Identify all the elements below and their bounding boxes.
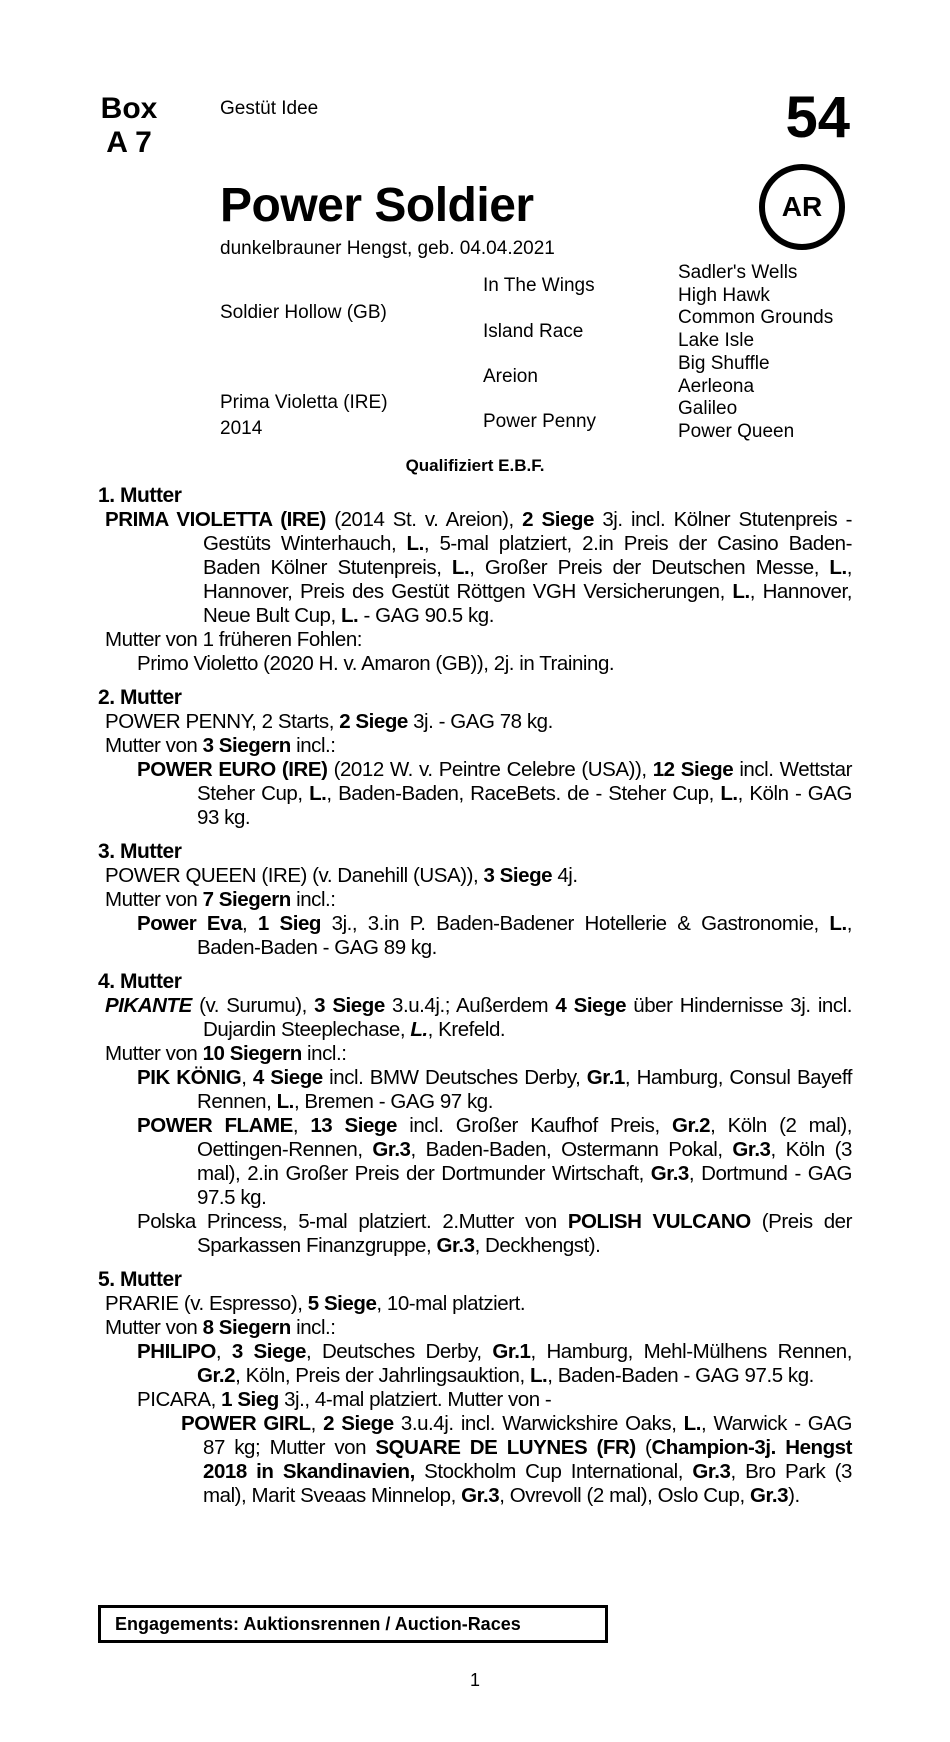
record-text: , 10-mal platziert. bbox=[376, 1292, 526, 1315]
record-text: incl.: bbox=[290, 1316, 336, 1339]
produce-record bbox=[98, 1210, 852, 1258]
record-text: , bbox=[310, 1412, 324, 1435]
record-text: , bbox=[242, 912, 258, 935]
record-text: Mutter von bbox=[105, 734, 203, 757]
record-text: (2012 W. v. Peintre Celebre (USA)), bbox=[327, 758, 653, 781]
emphasis-text: 5 Siege bbox=[307, 1292, 377, 1315]
emphasis-text: L. bbox=[406, 532, 424, 555]
produce-record bbox=[98, 994, 852, 1042]
emphasis-text: L. bbox=[529, 1364, 548, 1387]
record-text: 3j. - GAG 78 kg. bbox=[407, 710, 553, 733]
emphasis-text: Gr.3 bbox=[692, 1460, 731, 1483]
box-label: Box bbox=[100, 92, 158, 125]
emphasis-text: L. bbox=[829, 912, 847, 935]
record-text: , 5-mal platziert, 2.in Preis der Casino Baden-Baden Kölner Stutenpreis, bbox=[203, 532, 852, 579]
record-text: , Hamburg, Mehl-Mülhens Rennen, bbox=[530, 1340, 853, 1363]
emphasis-text: Gr.1 bbox=[492, 1340, 531, 1363]
record-text: , bbox=[215, 1340, 232, 1363]
emphasis-text: PIK KÖNIG bbox=[137, 1066, 242, 1089]
emphasis-text: PIKANTE bbox=[105, 994, 192, 1017]
record-text: PRARIE (v. Espresso), bbox=[105, 1292, 308, 1315]
record-text: Mutter von bbox=[105, 1316, 203, 1339]
record-text: , Ovrevoll (2 mal), Oslo Cup, bbox=[499, 1484, 750, 1507]
emphasis-text: POWER EURO (IRE) bbox=[137, 758, 328, 781]
engagements-box: Engagements: Auktionsrennen / Auction-Races bbox=[98, 1605, 608, 1643]
record-text: , Baden-Baden, Ostermann Pokal, bbox=[410, 1138, 733, 1161]
produce-record bbox=[98, 864, 852, 888]
box-number: A 7 bbox=[106, 126, 152, 159]
record-text: über Hindernisse 3j. incl. Dujardin Steeplechase, bbox=[203, 994, 853, 1041]
horse-name: Power Soldier bbox=[220, 179, 534, 232]
emphasis-text: L. bbox=[829, 556, 847, 579]
produce-record bbox=[98, 1340, 852, 1388]
consignor: Gestüt Idee bbox=[220, 98, 319, 119]
record-text: , Köln (2 mal), Oettingen-Rennen, bbox=[197, 1114, 852, 1161]
record-text: incl.: bbox=[301, 1042, 347, 1065]
emphasis-text: 10 Siegern bbox=[202, 1042, 302, 1065]
record-text: (2014 St. v. Areion), bbox=[325, 508, 523, 531]
record-text: , Bro Park (3 mal), Marit Sveaas Minnelop, bbox=[203, 1460, 852, 1507]
record-text: 3.u.4j.; Außerdem bbox=[384, 994, 556, 1017]
emphasis-text: Gr.3 bbox=[732, 1138, 771, 1161]
emphasis-text: PHILIPO bbox=[137, 1340, 216, 1363]
record-text: 3.u.4j. incl. Warwickshire Oaks, bbox=[393, 1412, 684, 1435]
auction-race-badge-icon bbox=[759, 164, 845, 250]
pedigree-great-grandparent: Big Shuffle bbox=[678, 352, 770, 374]
produce-record bbox=[98, 758, 852, 830]
emphasis-text: Gr.3 bbox=[650, 1162, 689, 1185]
record-text: PICARA, bbox=[137, 1388, 222, 1411]
record-text: Polska Princess, 5-mal platziert. 2.Mutter von bbox=[137, 1210, 568, 1233]
horse-description: dunkelbrauner Hengst, geb. 04.04.2021 bbox=[220, 238, 555, 259]
record-text: (Preis der Sparkassen Finanzgruppe, bbox=[197, 1210, 852, 1257]
produce-record bbox=[98, 628, 852, 652]
record-text: , Krefeld. bbox=[427, 1018, 506, 1041]
pedigree-sire: Soldier Hollow (GB) bbox=[220, 302, 387, 323]
emphasis-text: PRIMA VIOLETTA (IRE) bbox=[105, 508, 326, 531]
emphasis-text: 2 Siege bbox=[339, 710, 408, 733]
emphasis-text: POWER GIRL bbox=[181, 1412, 311, 1435]
lot-number: 54 bbox=[785, 85, 850, 150]
record-text: , Großer Preis der Deutschen Messe, bbox=[469, 556, 830, 579]
record-text: ). bbox=[788, 1484, 800, 1507]
pedigree-grandparent: Island Race bbox=[483, 321, 584, 342]
pedigree-grandparent: Areion bbox=[483, 366, 538, 387]
produce-record bbox=[98, 508, 852, 628]
emphasis-text: 4 Siege bbox=[555, 994, 627, 1017]
pedigree-grandparent: Power Penny bbox=[483, 411, 597, 432]
record-text: 4j. bbox=[552, 864, 578, 887]
dam-section bbox=[98, 1268, 852, 1508]
emphasis-text: L. bbox=[309, 782, 327, 805]
dam-section bbox=[98, 840, 852, 960]
emphasis-text: 7 Siegern bbox=[202, 888, 291, 911]
record-text: 3j. incl. Kölner Stutenpreis - Gestüts Winterhauch, bbox=[203, 508, 853, 555]
record-text: , Köln, Preis der Jahrlingsauktion, bbox=[235, 1364, 530, 1387]
dam-section bbox=[98, 686, 852, 830]
record-text: (v. Surumu), bbox=[191, 994, 315, 1017]
pedigree-great-grandparent: High Hawk bbox=[678, 284, 770, 306]
emphasis-text: Gr.3 bbox=[372, 1138, 411, 1161]
record-text: , Hannover, Neue Bult Cup, bbox=[203, 580, 852, 627]
emphasis-text: 4 Siege bbox=[252, 1066, 323, 1089]
record-text: , Köln (3 mal), 2.in Großer Preis der Dortmunder Wirtschaft, bbox=[197, 1138, 852, 1185]
pedigree-grandparent: In The Wings bbox=[483, 275, 595, 296]
emphasis-text: 3 Siege bbox=[483, 864, 553, 887]
section-heading: 4. Mutter bbox=[98, 970, 182, 993]
box-location bbox=[98, 92, 160, 160]
produce-record bbox=[98, 1066, 852, 1114]
produce-record bbox=[98, 1042, 852, 1066]
produce-record bbox=[98, 912, 852, 960]
produce-record bbox=[98, 1412, 852, 1508]
record-text: Primo Violetto (2020 H. v. Amaron (GB)), 2j. in Training. bbox=[137, 652, 615, 675]
emphasis-text: 13 Siege bbox=[310, 1114, 397, 1137]
record-text: , Baden-Baden - GAG 97.5 kg. bbox=[547, 1364, 814, 1387]
pedigree-great-grandparent: Common Grounds bbox=[678, 307, 834, 329]
section-heading: 3. Mutter bbox=[98, 840, 182, 863]
record-text: incl. Wettstar Steher Cup, bbox=[197, 758, 853, 805]
produce-record bbox=[98, 1292, 852, 1316]
emphasis-text: 3 Siege bbox=[314, 994, 385, 1017]
section-heading: 1. Mutter bbox=[98, 484, 182, 507]
record-text: , bbox=[241, 1066, 253, 1089]
record-text: , bbox=[292, 1114, 311, 1137]
record-text: incl.: bbox=[290, 734, 336, 757]
record-text: - GAG 90.5 kg. bbox=[358, 604, 494, 627]
record-text: incl. BMW Deutsches Derby, bbox=[322, 1066, 587, 1089]
pedigree-great-grandparent: Aerleona bbox=[678, 375, 755, 397]
record-text: POWER QUEEN (IRE) (v. Danehill (USA)), bbox=[105, 864, 484, 887]
record-text: , Köln - GAG 93 kg. bbox=[197, 782, 852, 829]
record-text: , Baden-Baden - GAG 89 kg. bbox=[197, 912, 852, 959]
emphasis-text: L. bbox=[732, 580, 750, 603]
produce-record bbox=[98, 710, 852, 734]
record-text: , Deckhengst). bbox=[474, 1234, 601, 1257]
emphasis-text: L. bbox=[720, 782, 738, 805]
dam-section bbox=[98, 484, 852, 676]
emphasis-text: Gr.3 bbox=[750, 1484, 789, 1507]
emphasis-text: Gr.2 bbox=[671, 1114, 711, 1137]
emphasis-text: 3 Siegern bbox=[202, 734, 291, 757]
record-text: ( bbox=[635, 1436, 652, 1459]
record-text: , Baden-Baden, RaceBets. de - Steher Cup, bbox=[326, 782, 721, 805]
emphasis-text: Gr.3 bbox=[436, 1234, 475, 1257]
emphasis-text: SQUARE DE LUYNES (FR) bbox=[375, 1436, 636, 1459]
record-text: , Hamburg, Consul Bayeff Rennen, bbox=[197, 1066, 852, 1113]
badge-label: AR bbox=[781, 191, 823, 222]
emphasis-text: Power Eva bbox=[137, 912, 243, 935]
record-text: , Hannover, Preis des Gestüt Röttgen VGH Versicherungen, bbox=[203, 556, 852, 603]
emphasis-text: POWER FLAME bbox=[137, 1114, 293, 1137]
emphasis-text: L. bbox=[276, 1090, 294, 1113]
emphasis-text: 2 Siege bbox=[323, 1412, 394, 1435]
emphasis-text: Champion-3j. Hengst 2018 in Skandinavien, bbox=[203, 1436, 853, 1483]
qualification: Qualifiziert E.B.F. bbox=[405, 456, 545, 475]
record-text: 3j., 4-mal platziert. Mutter von - bbox=[278, 1388, 552, 1411]
record-text: , Bremen - GAG 97 kg. bbox=[293, 1090, 493, 1113]
record-text: , Dortmund - GAG 97.5 kg. bbox=[197, 1162, 852, 1209]
dam-line bbox=[98, 484, 852, 1508]
pedigree-dam-year: 2014 bbox=[220, 418, 263, 439]
record-text: , Deutsches Derby, bbox=[305, 1340, 493, 1363]
record-text: Mutter von 1 früheren Fohlen: bbox=[105, 628, 363, 651]
emphasis-text: 3 Siege bbox=[231, 1340, 306, 1363]
produce-record bbox=[98, 652, 852, 676]
emphasis-text: Gr.1 bbox=[586, 1066, 625, 1089]
produce-record bbox=[98, 1114, 852, 1210]
produce-record bbox=[98, 1388, 852, 1412]
produce-record bbox=[98, 888, 852, 912]
dam-section bbox=[98, 970, 852, 1258]
pedigree-great-grandparent: Lake Isle bbox=[678, 330, 755, 352]
emphasis-text: L. bbox=[340, 604, 359, 627]
section-heading: 2. Mutter bbox=[98, 686, 182, 709]
page-number: 1 bbox=[469, 1670, 480, 1690]
record-text: POWER PENNY, 2 Starts, bbox=[105, 710, 340, 733]
pedigree-great-grandparent: Sadler's Wells bbox=[678, 262, 798, 283]
produce-record bbox=[98, 734, 852, 758]
record-text: 3j., 3.in P. Baden-Badener Hotellerie & Gastronomie, bbox=[321, 912, 830, 935]
emphasis-text: L. bbox=[410, 1018, 428, 1041]
pedigree-great-grandparent: Power Queen bbox=[678, 420, 795, 442]
emphasis-text: 12 Siege bbox=[652, 758, 734, 781]
emphasis-text: 2 Siege bbox=[522, 508, 594, 531]
pedigree-great-grandparent: Galileo bbox=[678, 398, 738, 420]
record-text: Stockholm Cup International, bbox=[414, 1460, 693, 1483]
record-text: incl.: bbox=[290, 888, 336, 911]
record-text: , Warwick - GAG 87 kg; Mutter von bbox=[203, 1412, 853, 1459]
emphasis-text: L. bbox=[451, 556, 470, 579]
produce-record bbox=[98, 1316, 852, 1340]
emphasis-text: Gr.2 bbox=[197, 1364, 236, 1387]
emphasis-text: 8 Siegern bbox=[202, 1316, 291, 1339]
section-heading: 5. Mutter bbox=[98, 1268, 182, 1291]
emphasis-text: 1 Sieg bbox=[257, 912, 321, 935]
record-text: incl. Großer Kaufhof Preis, bbox=[396, 1114, 672, 1137]
record-text: Mutter von bbox=[105, 888, 203, 911]
emphasis-text: POLISH VULCANO bbox=[567, 1210, 751, 1233]
record-text: Mutter von bbox=[105, 1042, 203, 1065]
emphasis-text: Gr.3 bbox=[461, 1484, 500, 1507]
pedigree-dam: Prima Violetta (IRE) bbox=[220, 392, 388, 413]
emphasis-text: 1 Sieg bbox=[221, 1388, 279, 1411]
emphasis-text: L. bbox=[683, 1412, 701, 1435]
